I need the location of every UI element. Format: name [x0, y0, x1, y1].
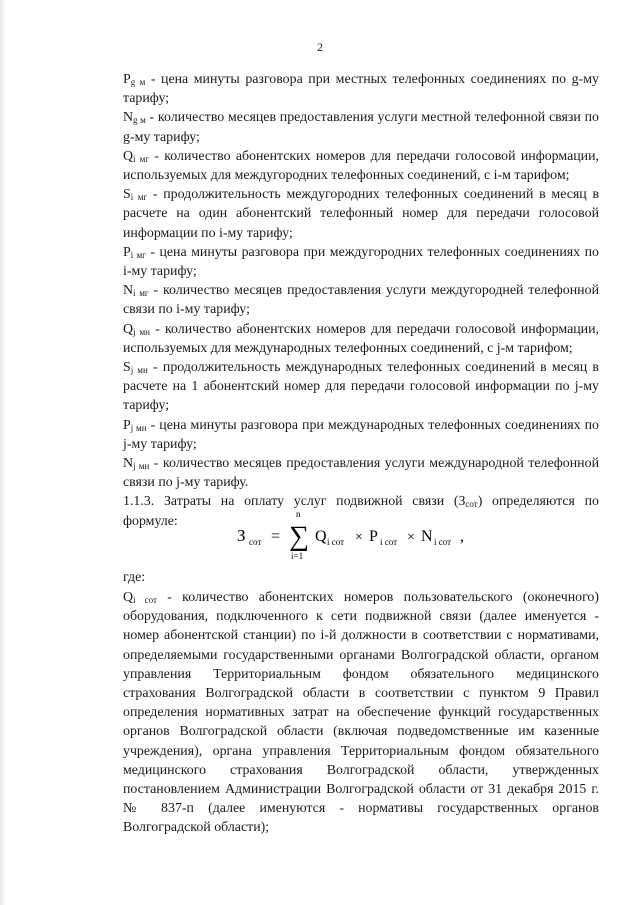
formula-lhs-sub: сот: [249, 537, 262, 547]
term-p-sub: i сот: [380, 537, 398, 547]
variable-subscript: g м: [130, 77, 146, 87]
times-1: ×: [355, 530, 363, 545]
definition-text: - количество абонентских номеров для передачи голосовой информации, используемых для междугородних телефонных соединений, с i-м тарифом;: [123, 148, 600, 184]
definition-item: [123, 147, 599, 185]
definition-text: - количество месяцев предоставления услуги международной телефонной связи по j-му тарифу.: [123, 456, 599, 491]
definition-item: [123, 281, 599, 319]
formula-eq: =: [271, 528, 281, 545]
sum-bottom: i=1: [291, 551, 304, 561]
def-symbol: Q: [123, 590, 134, 605]
variable-subscript: g м: [133, 115, 146, 126]
definition-item: [123, 108, 599, 146]
sum-top: n: [296, 509, 301, 519]
variable-symbol: S: [123, 360, 131, 376]
variable-symbol: N: [123, 456, 134, 472]
definition-text: - количество месяцев предоставления услуги междугородней телефонной связи по i-му тарифу;: [123, 283, 599, 318]
variable-subscript: j мн: [130, 365, 148, 376]
definition-text: - цена минуты разговора при междугородних телефонных соединениях по i-му тарифу;: [123, 244, 599, 280]
definitions-list: [123, 70, 599, 531]
definition-text: - количество месяцев предоставления услуги местной телефонной связи по g-му тарифу;: [123, 110, 599, 145]
definition-item: [123, 454, 599, 492]
times-2: ×: [407, 530, 415, 545]
where-label: где:: [123, 570, 146, 585]
sum-sigma: ∑: [289, 521, 309, 552]
formula-tail: ,: [460, 528, 464, 545]
definition-item: [123, 70, 599, 108]
definition-item: [123, 243, 599, 281]
definition-text: - количество абонентских номеров для передачи голосовой информации, используемых для международных телефонных соединений, с j-м тарифом;: [123, 321, 600, 356]
term-q-sub: i сот: [327, 537, 345, 547]
definition-text: - продолжительность междугородних телефонных соединений в месяц в расчете на один абонентский телефонный номер для передачи голосовой информации по i-му тарифу;: [123, 187, 599, 241]
section-pre: 1.1.3. Затраты на оплату услуг подвижной связи (З: [123, 494, 466, 510]
variable-symbol: P: [123, 244, 131, 260]
section-post: ) определяются по формуле:: [123, 494, 599, 529]
variable-symbol: S: [123, 187, 131, 203]
definition-item: [123, 320, 599, 358]
definition-item: [123, 185, 599, 243]
scan-edge: [0, 0, 6, 905]
def-symbol-sub: i сот: [133, 595, 157, 605]
variable-subscript: j мн: [130, 422, 147, 433]
variable-subscript: i мг: [133, 288, 149, 299]
variable-symbol: P: [123, 417, 131, 433]
variable-symbol: Q: [123, 321, 134, 337]
page-number: 2: [317, 40, 323, 54]
def-text: - количество абонентских номеров пользовательского (оконечного) оборудования, подключенного к сети подвижной связи (далее именуется - номер абонентской станции) по i-й должности в соответствии с нормативами, определяемыми государственными органами Волгоградской области, органом управления Территориальным фондом обязательного медицинского страхования Волгоградской области в соответствии с пунктом 9 Правил определения нормативных затрат на обеспечение функций государственных органов Волгоградской области (включая подведомственные им казенные учреждения), органа управления Территориальным фондом обязательного медицинского страхования Волгоградской области, утвержденных постановлением Администрации Волгоградской области от 31 декабря 2015 г. № 837-п (далее именуются - нормативы государственных органов Волгоградской области);: [123, 590, 599, 836]
term-n-sub: i сот: [434, 537, 452, 547]
definition-text: - цена минуты разговора при международных телефонных соединениях по j-му тарифу;: [123, 417, 600, 452]
term-p: P: [369, 528, 378, 545]
definition-item: [123, 358, 599, 416]
variable-subscript: i мг: [133, 153, 150, 164]
definition-text: - продолжительность международных телефонных соединений в месяц в расчете на 1 абонентский номер для передачи голосовой информации по j-му тарифу;: [123, 360, 599, 414]
variable-subscript: i мг: [130, 192, 148, 203]
variable-symbol: Q: [123, 148, 134, 164]
variable-subscript: j мн: [133, 461, 150, 472]
definition-paragraph: [123, 588, 599, 838]
term-q: Q: [315, 528, 327, 545]
formula: [235, 503, 535, 563]
variable-symbol: N: [123, 283, 134, 299]
term-n: N: [421, 528, 433, 545]
definition-item: [123, 416, 599, 454]
variable-symbol: N: [123, 110, 134, 126]
definition-block: [123, 588, 599, 838]
variable-subscript: i мг: [130, 249, 146, 260]
section-sub: сот: [465, 499, 478, 510]
variable-symbol: P: [123, 72, 131, 87]
variable-subscript: j мн: [133, 326, 151, 337]
definition-text: - цена минуты разговора при местных телефонных соединениях по g-му тарифу;: [123, 72, 599, 107]
formula-lhs: З: [237, 526, 246, 545]
